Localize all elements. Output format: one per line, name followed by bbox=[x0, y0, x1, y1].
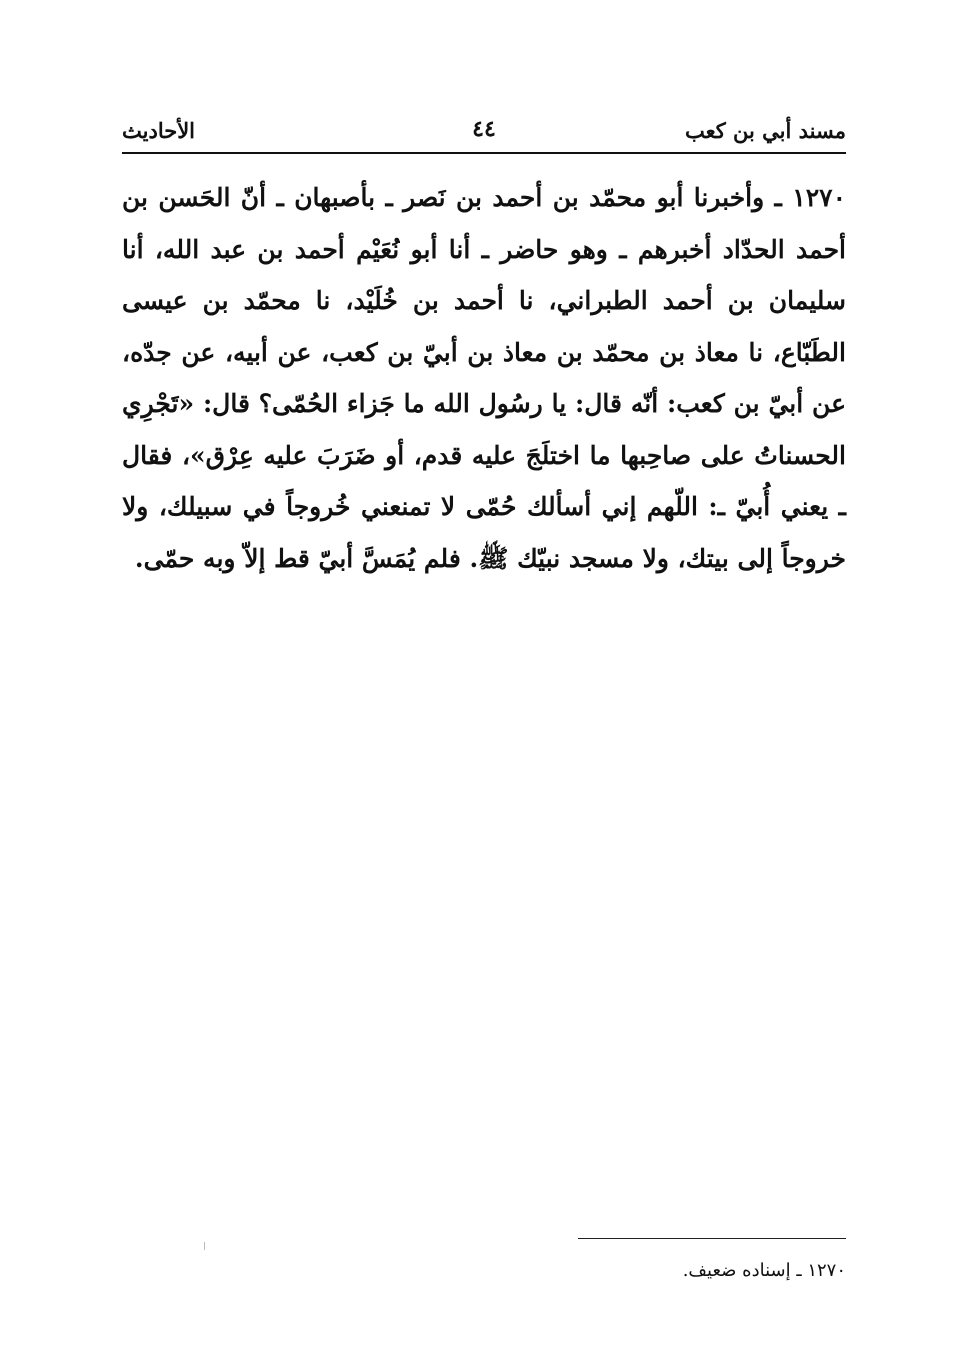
hadith-text: ـ وأخبرنا أبو محمّد بن أحمد بن نَصر ـ بأصبهان ـ أنّ الحَسن بن أحمد الحدّاد أخبرهم ـ وهو حاضر ـ أنا أبو نُعَيْم أحمد بن عبد الله، أنا سليمان بن أحمد الطبراني، نا أحمد بن خُلَيْد، نا محمّد بن عيسى الطَبّاع، نا معاذ بن محمّد بن معاذ بن أبيّ بن كعب، عن أبيه، عن جدّه، عن أبيّ بن كعب: أنّه قال: يا رسُول الله ما جَزاء الحُمّى؟ قال: «تَجْرِي الحسناتُ على صاحِبها ما اختلَجَ عليه قدم، أو ضَرَبَ عليه عِرْق»، فقال ـ يعني أُبيّ ـ: اللّهم إني أسألك حُمّى لا تمنعني خُروجاً في سبيلك، ولا خروجاً إلى بيتك، ولا مسجد نبيّك ﷺ. فلم يُمَسَّ أبيّ قط إلاّ وبه حمّى. bbox=[122, 183, 846, 573]
header-section-title: الأحاديث bbox=[122, 118, 196, 143]
hadith-paragraph bbox=[122, 172, 846, 584]
running-header bbox=[122, 112, 846, 152]
footnote: ١٢٧٠ ـ إسناده ضعيف. bbox=[682, 1260, 846, 1281]
header-book-title: مسند أبي بن كعب bbox=[684, 118, 846, 143]
header-divider bbox=[122, 152, 846, 154]
scan-speck bbox=[204, 1242, 205, 1250]
page-number: ٤٤ bbox=[472, 116, 496, 142]
footnote-divider bbox=[578, 1238, 846, 1239]
hadith-number: ١٢٧٠ bbox=[792, 183, 846, 212]
